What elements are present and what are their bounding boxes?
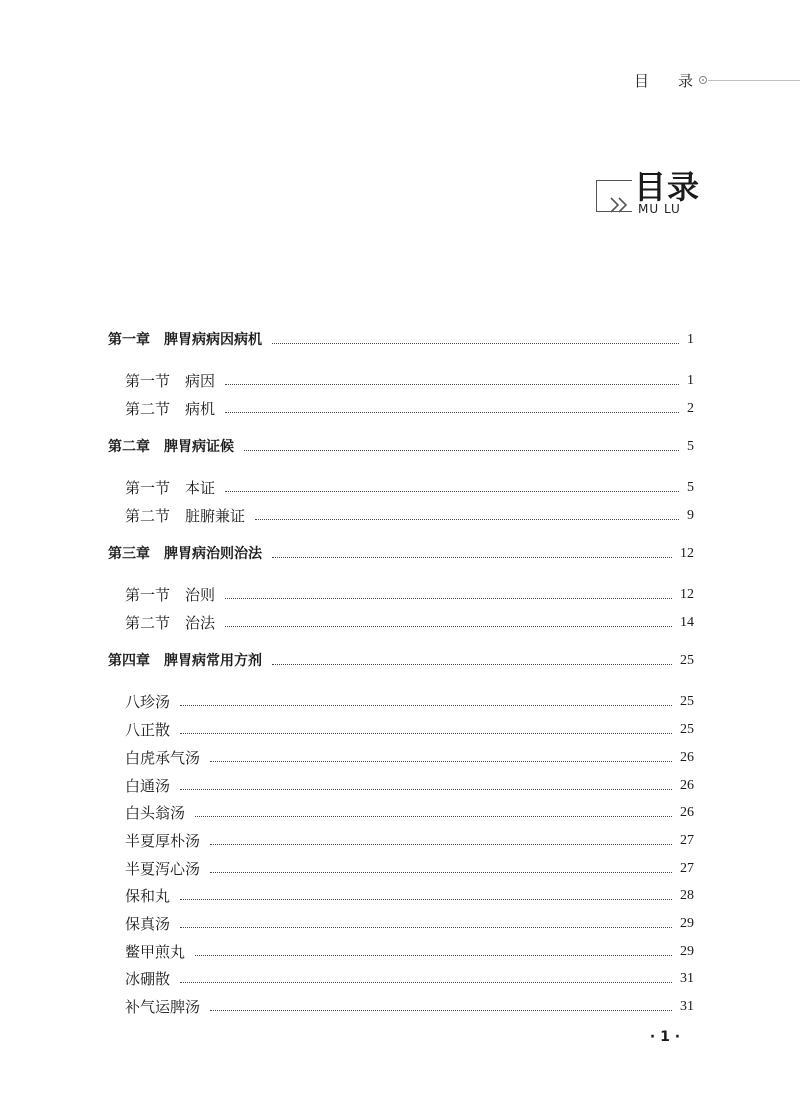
toc-leader-dots xyxy=(244,450,679,451)
toc-leader-dots xyxy=(180,982,672,983)
toc-page-number: 25 xyxy=(680,653,694,668)
toc-chapter-label: 第四章 脾胃病常用方剂 xyxy=(108,649,266,673)
toc-leader-dots xyxy=(180,899,672,900)
toc-formula-label: 八珍汤 xyxy=(125,690,174,714)
toc-leader-dots xyxy=(255,519,679,520)
toc-page-number: 12 xyxy=(680,587,694,602)
toc-leader-dots xyxy=(272,664,672,665)
toc-page-number: 27 xyxy=(680,833,694,848)
toc-entry xyxy=(0,995,800,1019)
toc-page-number: 26 xyxy=(680,778,694,793)
toc-formula-label: 半夏厚朴汤 xyxy=(125,829,204,853)
toc-chapter-label: 第一章 脾胃病病因病机 xyxy=(108,328,266,352)
toc-entry xyxy=(0,611,800,635)
toc-chapter-label: 第三章 脾胃病治则治法 xyxy=(108,542,266,566)
toc-leader-dots xyxy=(225,598,672,599)
toc-entry xyxy=(0,504,800,528)
toc-formula-label: 冰硼散 xyxy=(125,967,174,991)
toc-entry xyxy=(0,746,800,770)
toc-leader-dots xyxy=(210,872,672,873)
toc-page-number: 5 xyxy=(687,480,694,495)
toc-formula-label: 保和丸 xyxy=(125,884,174,908)
toc-page-number: 26 xyxy=(680,805,694,820)
toc-formula-label: 半夏泻心汤 xyxy=(125,857,204,881)
toc-page-number: 29 xyxy=(680,944,694,959)
toc-leader-dots xyxy=(272,557,672,558)
toc-page-number: 25 xyxy=(680,722,694,737)
toc-page-number: 14 xyxy=(680,615,694,630)
toc-page-number: 29 xyxy=(680,916,694,931)
toc-entry xyxy=(0,940,800,964)
toc-page-number: 9 xyxy=(687,508,694,523)
toc-leader-dots xyxy=(210,761,672,762)
toc-entry xyxy=(0,801,800,825)
toc-page-number: 26 xyxy=(680,750,694,765)
toc-section-label: 第一节 本证 xyxy=(125,476,219,500)
toc-leader-dots xyxy=(195,955,672,956)
toc-leader-dots xyxy=(225,412,679,413)
toc-page-number: 27 xyxy=(680,861,694,876)
toc-leader-dots xyxy=(180,927,672,928)
toc-entry xyxy=(0,542,800,566)
header-rule xyxy=(708,80,800,81)
toc-formula-label: 白头翁汤 xyxy=(125,801,189,825)
page-title: 目录 xyxy=(634,168,701,206)
toc-leader-dots xyxy=(180,705,672,706)
toc-entry xyxy=(0,718,800,742)
toc-page-number: 2 xyxy=(687,401,694,416)
toc-page-number: 12 xyxy=(680,546,694,561)
toc-entry xyxy=(0,476,800,500)
toc-entry xyxy=(0,397,800,421)
toc-page-number: 31 xyxy=(680,999,694,1014)
toc-formula-label: 补气运脾汤 xyxy=(125,995,204,1019)
toc-leader-dots xyxy=(210,844,672,845)
toc-entry xyxy=(0,857,800,881)
toc-page-number: 1 xyxy=(687,332,694,347)
toc-chapter-label: 第二章 脾胃病证候 xyxy=(108,435,238,459)
toc-leader-dots xyxy=(225,626,672,627)
double-chevron-icon xyxy=(609,196,633,214)
toc-section-label: 第二节 脏腑兼证 xyxy=(125,504,249,528)
toc-leader-dots xyxy=(272,343,679,344)
toc-section-label: 第一节 治则 xyxy=(125,583,219,607)
toc-page-number: 28 xyxy=(680,888,694,903)
toc-entry xyxy=(0,649,800,673)
toc-page-number: 5 xyxy=(687,439,694,454)
toc-entry xyxy=(0,690,800,714)
toc-formula-label: 保真汤 xyxy=(125,912,174,936)
toc-formula-label: 鳖甲煎丸 xyxy=(125,940,189,964)
running-header-char-2: 录 xyxy=(678,72,694,90)
toc-entry xyxy=(0,967,800,991)
toc-leader-dots xyxy=(210,1010,672,1011)
toc-formula-label: 白虎承气汤 xyxy=(125,746,204,770)
toc-leader-dots xyxy=(180,733,672,734)
toc-entry xyxy=(0,369,800,393)
toc-section-label: 第二节 治法 xyxy=(125,611,219,635)
toc-section-label: 第二节 病机 xyxy=(125,397,219,421)
toc-leader-dots xyxy=(225,491,679,492)
toc-page-number: 1 xyxy=(687,373,694,388)
running-header-char-1: 目 xyxy=(634,72,650,90)
toc-entry xyxy=(0,912,800,936)
toc-section-label: 第一节 病因 xyxy=(125,369,219,393)
toc-entry xyxy=(0,884,800,908)
page-title-pinyin: MU LU xyxy=(638,202,681,216)
toc-formula-label: 八正散 xyxy=(125,718,174,742)
header-dot-ornament xyxy=(699,76,707,84)
page-number: · 1 · xyxy=(649,1029,681,1045)
toc-leader-dots xyxy=(195,816,672,817)
toc-page-number: 25 xyxy=(680,694,694,709)
toc-page-number: 31 xyxy=(680,971,694,986)
toc-entry xyxy=(0,583,800,607)
toc-leader-dots xyxy=(225,384,679,385)
toc-entry xyxy=(0,829,800,853)
toc-formula-label: 白通汤 xyxy=(125,774,174,798)
toc-entry xyxy=(0,435,800,459)
toc-entry xyxy=(0,774,800,798)
toc-leader-dots xyxy=(180,789,672,790)
toc-entry xyxy=(0,328,800,352)
